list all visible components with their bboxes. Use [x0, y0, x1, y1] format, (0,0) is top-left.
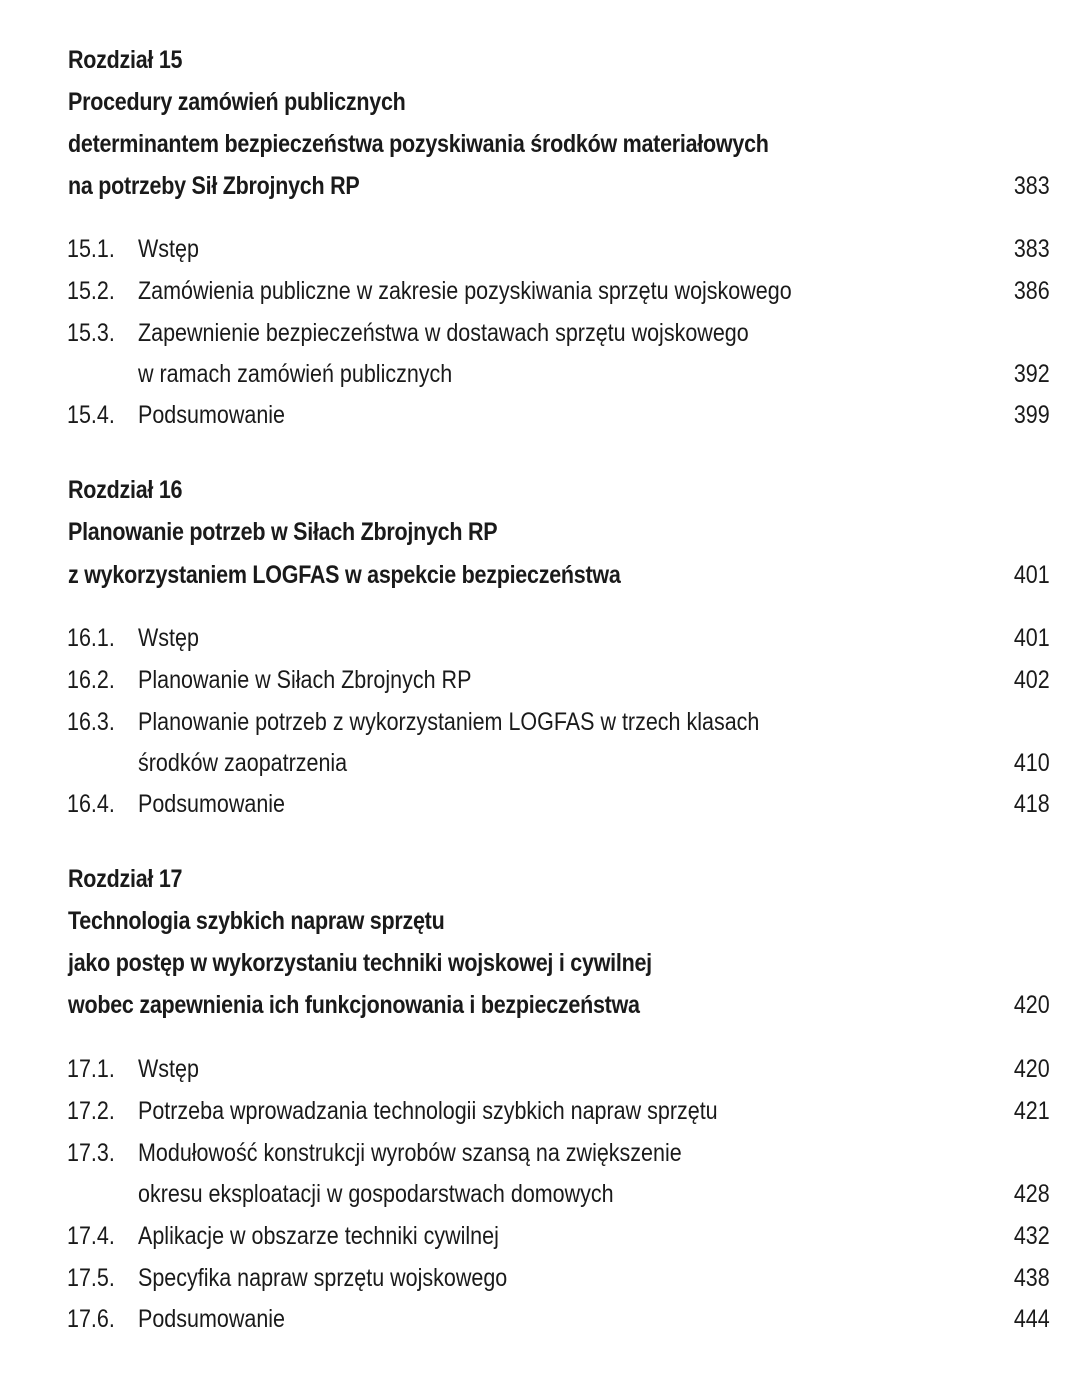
section-number: 17.2.: [67, 1097, 115, 1125]
section-number: 17.3.: [67, 1139, 115, 1167]
toc-entry: [0, 233, 1082, 273]
section-page-number: 420: [1014, 1055, 1050, 1083]
toc-entry-continuation: [0, 358, 1082, 398]
chapter-title-text: wobec zapewnienia ich funkcjonowania i bezpieczeństwa: [68, 991, 640, 1019]
section-number: 16.1.: [67, 624, 115, 652]
chapter-page-number: 420: [1014, 991, 1050, 1019]
section-page-number: 418: [1014, 790, 1050, 818]
section-number: 15.2.: [67, 277, 115, 305]
section-number: 15.4.: [67, 401, 115, 429]
section-number: 17.6.: [67, 1305, 115, 1333]
section-title: okresu eksploatacji w gospodarstwach domowych: [138, 1180, 614, 1208]
section-title: Wstęp: [138, 235, 199, 263]
chapter-title-line: [0, 170, 1082, 210]
section-page-number: 392: [1014, 360, 1050, 388]
section-title: Podsumowanie: [138, 401, 286, 429]
chapter-title-line: [0, 128, 1082, 168]
section-page-number: 401: [1014, 624, 1050, 652]
section-number: 17.5.: [67, 1264, 115, 1292]
section-title: Podsumowanie: [138, 1305, 286, 1333]
toc-entry: [0, 1303, 1082, 1343]
chapter-title-text: jako postęp w wykorzystaniu techniki wojskowej i cywilnej: [68, 949, 652, 977]
toc-entry: [0, 788, 1082, 828]
section-title: Wstęp: [138, 1055, 199, 1083]
section-title: Modułowość konstrukcji wyrobów szansą na zwiększenie: [138, 1139, 682, 1167]
chapter-title-line: [0, 86, 1082, 126]
section-number: 17.4.: [67, 1222, 115, 1250]
chapter-page-number: 401: [1014, 561, 1050, 589]
toc-entry-continuation: [0, 1178, 1082, 1218]
chapter-title-line: [0, 559, 1082, 599]
chapter-title-text: Procedury zamówień publicznych: [68, 88, 406, 116]
toc-entry: [0, 1220, 1082, 1260]
section-title: Specyfika napraw sprzętu wojskowego: [138, 1264, 508, 1292]
chapter-title-line: [0, 989, 1082, 1029]
section-number: 16.2.: [67, 666, 115, 694]
section-title: Podsumowanie: [138, 790, 286, 818]
toc-entry: [0, 664, 1082, 704]
section-number: 16.4.: [67, 790, 115, 818]
chapter-label: Rozdział 17: [68, 865, 183, 893]
section-title: w ramach zamówień publicznych: [138, 360, 453, 388]
toc-entry: [0, 706, 1082, 746]
toc-entry: [0, 317, 1082, 357]
toc-entry: [0, 399, 1082, 439]
section-page-number: 432: [1014, 1222, 1050, 1250]
section-title: Zapewnienie bezpieczeństwa w dostawach sprzętu wojskowego: [138, 319, 749, 347]
chapter-title-text: Technologia szybkich napraw sprzętu: [68, 907, 445, 935]
chapter-title-text: determinantem bezpieczeństwa pozyskiwania środków materiałowych: [68, 130, 769, 158]
section-page-number: 438: [1014, 1264, 1050, 1292]
section-number: 15.1.: [67, 235, 115, 263]
section-title: Planowanie w Siłach Zbrojnych RP: [138, 666, 472, 694]
section-title: Planowanie potrzeb z wykorzystaniem LOGFAS w trzech klasach: [138, 708, 760, 736]
section-title: środków zaopatrzenia: [138, 749, 348, 777]
section-title: Potrzeba wprowadzania technologii szybkich napraw sprzętu: [138, 1097, 718, 1125]
toc-entry: [0, 275, 1082, 315]
chapter-title-text: z wykorzystaniem LOGFAS w aspekcie bezpieczeństwa: [68, 561, 621, 589]
toc-entry: [0, 1095, 1082, 1135]
section-page-number: 383: [1014, 235, 1050, 263]
section-page-number: 428: [1014, 1180, 1050, 1208]
chapter-title-text: na potrzeby Sił Zbrojnych RP: [68, 172, 360, 200]
section-title: Aplikacje w obszarze techniki cywilnej: [138, 1222, 499, 1250]
chapter-title-line: [0, 905, 1082, 945]
toc-entry: [0, 622, 1082, 662]
section-page-number: 386: [1014, 277, 1050, 305]
section-page-number: 410: [1014, 749, 1050, 777]
section-page-number: 444: [1014, 1305, 1050, 1333]
chapter-title-line: [0, 516, 1082, 556]
toc-entry-continuation: [0, 747, 1082, 787]
chapter-heading: [0, 863, 1082, 903]
chapter-label: Rozdział 16: [68, 476, 183, 504]
section-title: Wstęp: [138, 624, 199, 652]
section-number: 17.1.: [67, 1055, 115, 1083]
chapter-label: Rozdział 15: [68, 46, 183, 74]
toc-entry: [0, 1262, 1082, 1302]
chapter-heading: [0, 474, 1082, 514]
toc-entry: [0, 1137, 1082, 1177]
section-page-number: 402: [1014, 666, 1050, 694]
chapter-heading: [0, 44, 1082, 84]
chapter-title-line: [0, 947, 1082, 987]
section-number: 15.3.: [67, 319, 115, 347]
section-title: Zamówienia publiczne w zakresie pozyskiwania sprzętu wojskowego: [138, 277, 792, 305]
toc-entry: [0, 1053, 1082, 1093]
section-page-number: 399: [1014, 401, 1050, 429]
chapter-title-text: Planowanie potrzeb w Siłach Zbrojnych RP: [68, 518, 498, 546]
section-page-number: 421: [1014, 1097, 1050, 1125]
chapter-page-number: 383: [1014, 172, 1050, 200]
section-number: 16.3.: [67, 708, 115, 736]
